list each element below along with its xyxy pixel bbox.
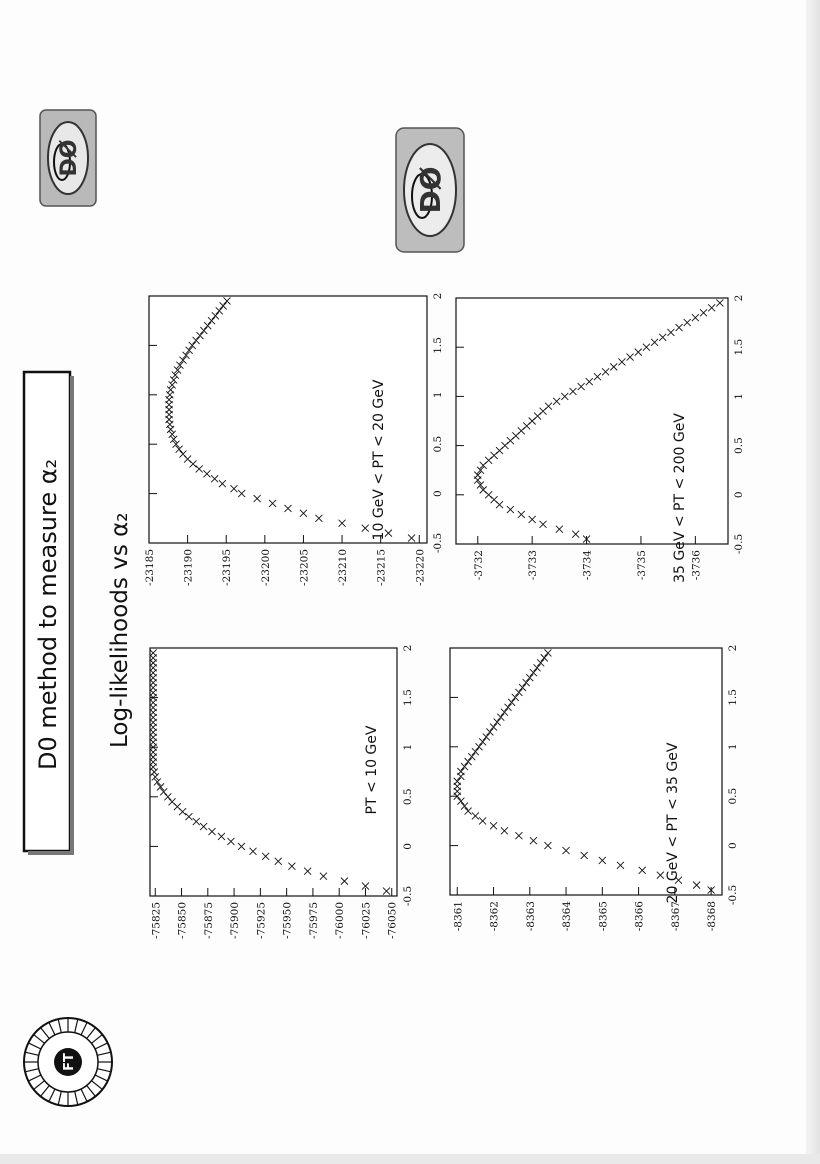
y-tick-label: -8362	[488, 901, 501, 932]
plot-pt-35-200	[456, 295, 745, 583]
x-tick-label: 1.5	[402, 689, 414, 706]
x-tick-label: 2	[733, 294, 745, 302]
x-tick-label: 1	[727, 743, 739, 751]
panel-label: 35 GeV < PT < 200 GeV	[672, 413, 688, 583]
y-tick-label: -23195	[221, 549, 234, 586]
d0-logo-top-text: DØ	[57, 139, 82, 177]
x-tick-label: 1	[432, 391, 444, 399]
y-tick-label: -8367	[669, 901, 682, 932]
x-tick-label: -0.5	[727, 884, 739, 906]
ft-logo-text: FT	[62, 1053, 77, 1071]
x-tick-label: -0.5	[402, 885, 414, 907]
x-tick-label: 0	[727, 842, 739, 849]
x-tick-label: 0.5	[402, 788, 414, 806]
x-tick-label: 0	[733, 491, 745, 499]
plot-frame	[150, 648, 397, 896]
page-title: D0 method to measure α₂	[34, 458, 62, 770]
x-tick-label: 1.5	[727, 689, 739, 706]
y-tick-label: -75875	[202, 902, 215, 939]
y-tick-label: -23210	[337, 549, 350, 586]
panel-label: 10 GeV < PT < 20 GeV	[371, 379, 387, 541]
x-tick-label: 0.5	[432, 435, 444, 453]
y-tick-label: -23220	[414, 549, 427, 586]
x-tick-label: -0.5	[733, 533, 745, 555]
y-tick-label: -23205	[298, 549, 311, 586]
y-tick-label: -75975	[307, 902, 320, 939]
plot-frame	[450, 648, 722, 895]
title-box	[24, 372, 74, 855]
y-tick-label: -8368	[706, 901, 719, 932]
panel-label: 20 GeV < PT < 35 GeV	[665, 742, 681, 904]
x-tick-label: 1	[402, 743, 414, 751]
y-tick-label: -3736	[690, 550, 703, 581]
y-tick-label: -76000	[334, 902, 347, 939]
x-tick-label: 0.5	[733, 437, 745, 454]
y-tick-label: -8361	[452, 901, 465, 932]
x-tick-label: 2	[402, 644, 414, 652]
y-tick-label: -3734	[581, 550, 594, 581]
y-tick-label: -8364	[561, 901, 574, 932]
y-tick-label: -75825	[150, 902, 163, 939]
x-tick-label: 1.5	[432, 337, 444, 354]
y-tick-label: -8365	[597, 901, 610, 932]
d0-logo-bottom	[396, 128, 464, 252]
x-tick-label: 2	[727, 644, 739, 652]
x-tick-label: 1.5	[733, 338, 745, 356]
y-tick-label: -23200	[259, 549, 272, 586]
x-tick-label: 2	[432, 292, 444, 300]
y-tick-label: -75950	[281, 902, 294, 939]
d0-logo-top	[40, 110, 96, 206]
y-tick-label: -8366	[633, 901, 646, 932]
y-tick-label: -75925	[255, 902, 268, 939]
x-tick-label: 0.5	[727, 787, 739, 805]
y-tick-label: -3732	[472, 550, 485, 581]
y-tick-label: -3735	[635, 550, 648, 581]
x-tick-label: -0.5	[432, 532, 444, 554]
y-tick-label: -75900	[229, 902, 242, 939]
plot-pt-20-35	[450, 645, 739, 932]
y-tick-label: -23215	[375, 549, 388, 586]
plot-pt-lt-10	[150, 645, 414, 939]
ft-logo	[24, 1018, 112, 1106]
y-tick-label: -76050	[386, 902, 399, 939]
y-tick-label: -76025	[360, 902, 373, 939]
x-tick-label: 0	[402, 843, 414, 850]
y-tick-label: -75850	[176, 902, 189, 939]
y-tick-label: -23185	[144, 549, 156, 586]
y-tick-label: -8363	[524, 901, 537, 932]
x-tick-label: 0	[432, 490, 444, 497]
y-tick-label: -23190	[182, 549, 195, 586]
d0-logo-bottom-text: DØ	[414, 166, 447, 214]
panel-label: PT < 10 GeV	[364, 725, 380, 815]
page-subtitle: Log-likelihoods vs α₂	[107, 512, 133, 748]
y-tick-label: -3733	[527, 550, 540, 581]
x-tick-label: 1	[733, 393, 745, 400]
plot-pt-10-20	[144, 293, 444, 586]
